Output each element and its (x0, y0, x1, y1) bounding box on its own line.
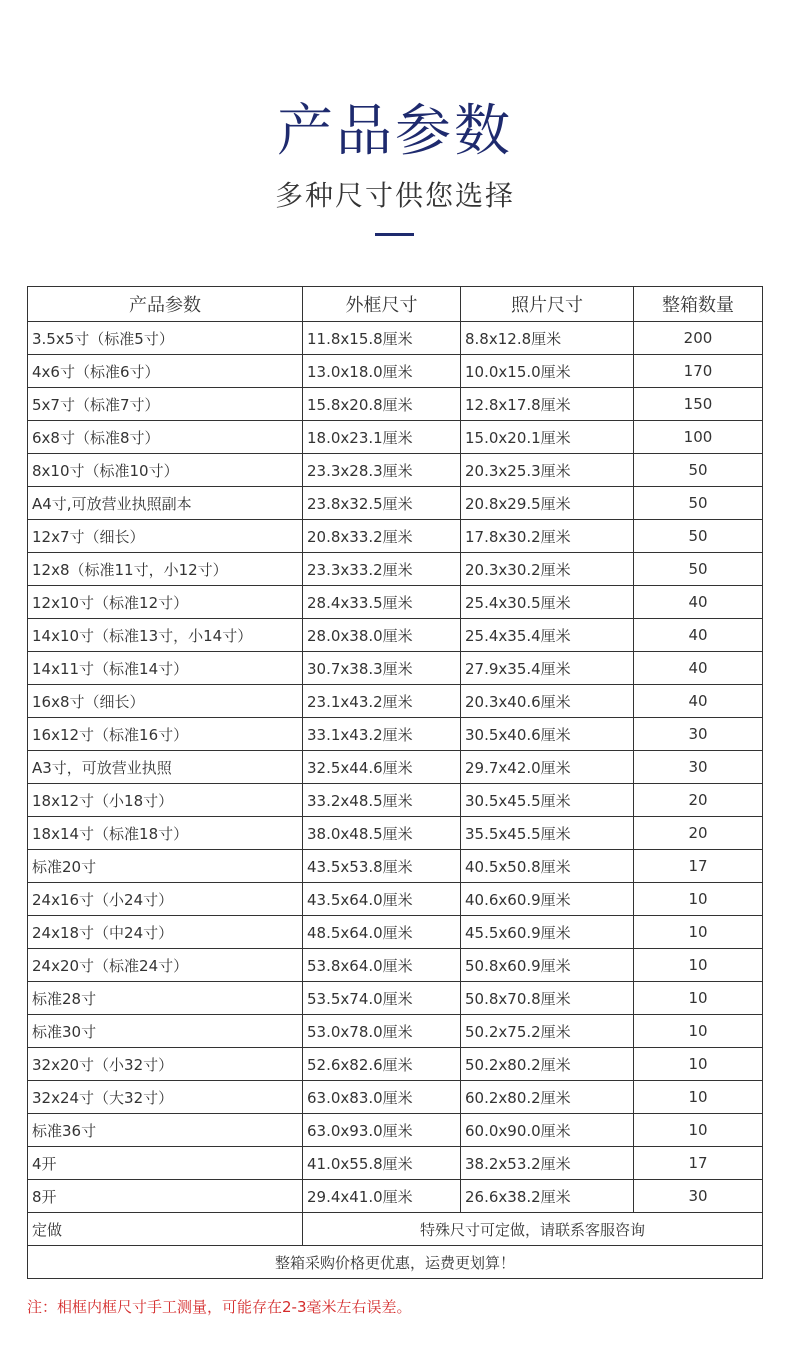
table-row (28, 619, 763, 652)
product-spec-cell: 24x16寸（小24寸） (28, 883, 303, 916)
frame-size-cell: 32.5x44.6厘米 (303, 751, 461, 784)
box-qty-cell: 100 (634, 421, 763, 454)
photo-size-cell: 26.6x38.2厘米 (461, 1180, 634, 1213)
frame-size-cell: 38.0x48.5厘米 (303, 817, 461, 850)
box-qty-cell: 10 (634, 1081, 763, 1114)
photo-size-cell: 25.4x30.5厘米 (461, 586, 634, 619)
table-row (28, 553, 763, 586)
frame-size-cell: 23.1x43.2厘米 (303, 685, 461, 718)
table-row (28, 1114, 763, 1147)
table-row (28, 718, 763, 751)
table-header-row (28, 287, 763, 322)
box-qty-cell: 30 (634, 751, 763, 784)
table-row (28, 355, 763, 388)
frame-size-cell: 53.0x78.0厘米 (303, 1015, 461, 1048)
table-row (28, 487, 763, 520)
box-qty-cell: 200 (634, 322, 763, 355)
table-body (28, 322, 763, 1213)
table-row (28, 685, 763, 718)
photo-size-cell: 20.3x30.2厘米 (461, 553, 634, 586)
table-row (28, 850, 763, 883)
frame-size-cell: 52.6x82.6厘米 (303, 1048, 461, 1081)
product-spec-cell: 标准28寸 (28, 982, 303, 1015)
table-row (28, 883, 763, 916)
custom-row (28, 1213, 763, 1246)
product-spec-cell: 24x18寸（中24寸） (28, 916, 303, 949)
column-header-product: 产品参数 (28, 287, 303, 322)
box-qty-cell: 30 (634, 718, 763, 751)
table-row (28, 1147, 763, 1180)
table-row (28, 982, 763, 1015)
product-spec-cell: 3.5x5寸（标准5寸） (28, 322, 303, 355)
product-spec-cell: 18x12寸（小18寸） (28, 784, 303, 817)
custom-label: 定做 (28, 1213, 303, 1246)
box-qty-cell: 150 (634, 388, 763, 421)
box-qty-cell: 40 (634, 619, 763, 652)
box-qty-cell: 17 (634, 1147, 763, 1180)
product-spec-cell: 32x20寸（小32寸） (28, 1048, 303, 1081)
product-spec-cell: 标准20寸 (28, 850, 303, 883)
table-row (28, 817, 763, 850)
box-qty-cell: 50 (634, 553, 763, 586)
photo-size-cell: 27.9x35.4厘米 (461, 652, 634, 685)
frame-size-cell: 28.0x38.0厘米 (303, 619, 461, 652)
table-row (28, 586, 763, 619)
product-spec-cell: A3寸，可放营业执照 (28, 751, 303, 784)
table-row (28, 1015, 763, 1048)
table-row (28, 916, 763, 949)
photo-size-cell: 38.2x53.2厘米 (461, 1147, 634, 1180)
photo-size-cell: 60.0x90.0厘米 (461, 1114, 634, 1147)
product-spec-cell: 12x7寸（细长） (28, 520, 303, 553)
table-row (28, 1180, 763, 1213)
photo-size-cell: 20.8x29.5厘米 (461, 487, 634, 520)
box-qty-cell: 10 (634, 1048, 763, 1081)
box-qty-cell: 10 (634, 916, 763, 949)
photo-size-cell: 35.5x45.5厘米 (461, 817, 634, 850)
photo-size-cell: 40.5x50.8厘米 (461, 850, 634, 883)
frame-size-cell: 33.2x48.5厘米 (303, 784, 461, 817)
product-spec-cell: 4x6寸（标准6寸） (28, 355, 303, 388)
table-row (28, 454, 763, 487)
table-row (28, 1081, 763, 1114)
frame-size-cell: 23.3x28.3厘米 (303, 454, 461, 487)
photo-size-cell: 25.4x35.4厘米 (461, 619, 634, 652)
frame-size-cell: 15.8x20.8厘米 (303, 388, 461, 421)
table-row (28, 421, 763, 454)
product-spec-cell: 8x10寸（标准10寸） (28, 454, 303, 487)
product-spec-cell: 14x11寸（标准14寸） (28, 652, 303, 685)
page-subtitle: 多种尺寸供您选择 (274, 179, 515, 212)
box-qty-cell: 10 (634, 982, 763, 1015)
frame-size-cell: 18.0x23.1厘米 (303, 421, 461, 454)
box-qty-cell: 170 (634, 355, 763, 388)
product-spec-cell: 18x14寸（标准18寸） (28, 817, 303, 850)
product-spec-cell: 8开 (28, 1180, 303, 1213)
photo-size-cell: 30.5x40.6厘米 (461, 718, 634, 751)
frame-size-cell: 11.8x15.8厘米 (303, 322, 461, 355)
frame-size-cell: 41.0x55.8厘米 (303, 1147, 461, 1180)
title-divider (375, 233, 414, 236)
frame-size-cell: 23.8x32.5厘米 (303, 487, 461, 520)
photo-size-cell: 12.8x17.8厘米 (461, 388, 634, 421)
photo-size-cell: 8.8x12.8厘米 (461, 322, 634, 355)
frame-size-cell: 43.5x64.0厘米 (303, 883, 461, 916)
table-row (28, 1048, 763, 1081)
frame-size-cell: 29.4x41.0厘米 (303, 1180, 461, 1213)
photo-size-cell: 30.5x45.5厘米 (461, 784, 634, 817)
custom-note: 特殊尺寸可定做，请联系客服咨询 (303, 1213, 763, 1246)
box-qty-cell: 10 (634, 1015, 763, 1048)
product-spec-cell: 4开 (28, 1147, 303, 1180)
photo-size-cell: 50.8x70.8厘米 (461, 982, 634, 1015)
box-qty-cell: 17 (634, 850, 763, 883)
photo-size-cell: 15.0x20.1厘米 (461, 421, 634, 454)
photo-size-cell: 17.8x30.2厘米 (461, 520, 634, 553)
table-row (28, 652, 763, 685)
product-spec-cell: 12x8（标准11寸，小12寸） (28, 553, 303, 586)
frame-size-cell: 48.5x64.0厘米 (303, 916, 461, 949)
frame-size-cell: 33.1x43.2厘米 (303, 718, 461, 751)
column-header-photo-size: 照片尺寸 (461, 287, 634, 322)
product-spec-cell: 16x12寸（标准16寸） (28, 718, 303, 751)
spec-table (27, 286, 763, 1279)
photo-size-cell: 20.3x40.6厘米 (461, 685, 634, 718)
photo-size-cell: 29.7x42.0厘米 (461, 751, 634, 784)
table-row (28, 751, 763, 784)
page-title: 产品参数 (277, 99, 513, 164)
frame-size-cell: 20.8x33.2厘米 (303, 520, 461, 553)
header-section (0, 0, 790, 260)
box-qty-cell: 40 (634, 586, 763, 619)
box-qty-cell: 50 (634, 454, 763, 487)
frame-size-cell: 63.0x93.0厘米 (303, 1114, 461, 1147)
product-spec-cell: 标准30寸 (28, 1015, 303, 1048)
product-spec-cell: 12x10寸（标准12寸） (28, 586, 303, 619)
box-qty-cell: 30 (634, 1180, 763, 1213)
photo-size-cell: 50.2x75.2厘米 (461, 1015, 634, 1048)
table-row (28, 949, 763, 982)
column-header-box-qty: 整箱数量 (634, 287, 763, 322)
table-row (28, 322, 763, 355)
product-spec-cell: 24x20寸（标准24寸） (28, 949, 303, 982)
product-spec-cell: 32x24寸（大32寸） (28, 1081, 303, 1114)
photo-size-cell: 45.5x60.9厘米 (461, 916, 634, 949)
box-qty-cell: 40 (634, 652, 763, 685)
product-spec-cell: 14x10寸（标准13寸，小14寸） (28, 619, 303, 652)
box-qty-cell: 50 (634, 487, 763, 520)
product-spec-cell: 6x8寸（标准8寸） (28, 421, 303, 454)
frame-size-cell: 53.5x74.0厘米 (303, 982, 461, 1015)
photo-size-cell: 10.0x15.0厘米 (461, 355, 634, 388)
frame-size-cell: 53.8x64.0厘米 (303, 949, 461, 982)
box-qty-cell: 20 (634, 784, 763, 817)
photo-size-cell: 50.8x60.9厘米 (461, 949, 634, 982)
frame-size-cell: 13.0x18.0厘米 (303, 355, 461, 388)
table-row (28, 520, 763, 553)
frame-size-cell: 23.3x33.2厘米 (303, 553, 461, 586)
product-spec-cell: 5x7寸（标准7寸） (28, 388, 303, 421)
frame-size-cell: 43.5x53.8厘米 (303, 850, 461, 883)
footer-row (28, 1246, 763, 1279)
box-qty-cell: 10 (634, 1114, 763, 1147)
table-row (28, 784, 763, 817)
frame-size-cell: 30.7x38.3厘米 (303, 652, 461, 685)
product-spec-cell: 标准36寸 (28, 1114, 303, 1147)
photo-size-cell: 50.2x80.2厘米 (461, 1048, 634, 1081)
box-qty-cell: 50 (634, 520, 763, 553)
box-qty-cell: 10 (634, 883, 763, 916)
column-header-frame-size: 外框尺寸 (303, 287, 461, 322)
table-row (28, 388, 763, 421)
bulk-purchase-note: 整箱采购价格更优惠，运费更划算！ (28, 1246, 763, 1279)
box-qty-cell: 10 (634, 949, 763, 982)
product-spec-cell: 16x8寸（细长） (28, 685, 303, 718)
photo-size-cell: 40.6x60.9厘米 (461, 883, 634, 916)
frame-size-cell: 28.4x33.5厘米 (303, 586, 461, 619)
box-qty-cell: 40 (634, 685, 763, 718)
photo-size-cell: 60.2x80.2厘米 (461, 1081, 634, 1114)
measurement-disclaimer: 注：相框内框尺寸手工测量，可能存在2-3毫米左右误差。 (27, 1298, 412, 1316)
photo-size-cell: 20.3x25.3厘米 (461, 454, 634, 487)
product-spec-cell: A4寸,可放营业执照副本 (28, 487, 303, 520)
frame-size-cell: 63.0x83.0厘米 (303, 1081, 461, 1114)
box-qty-cell: 20 (634, 817, 763, 850)
